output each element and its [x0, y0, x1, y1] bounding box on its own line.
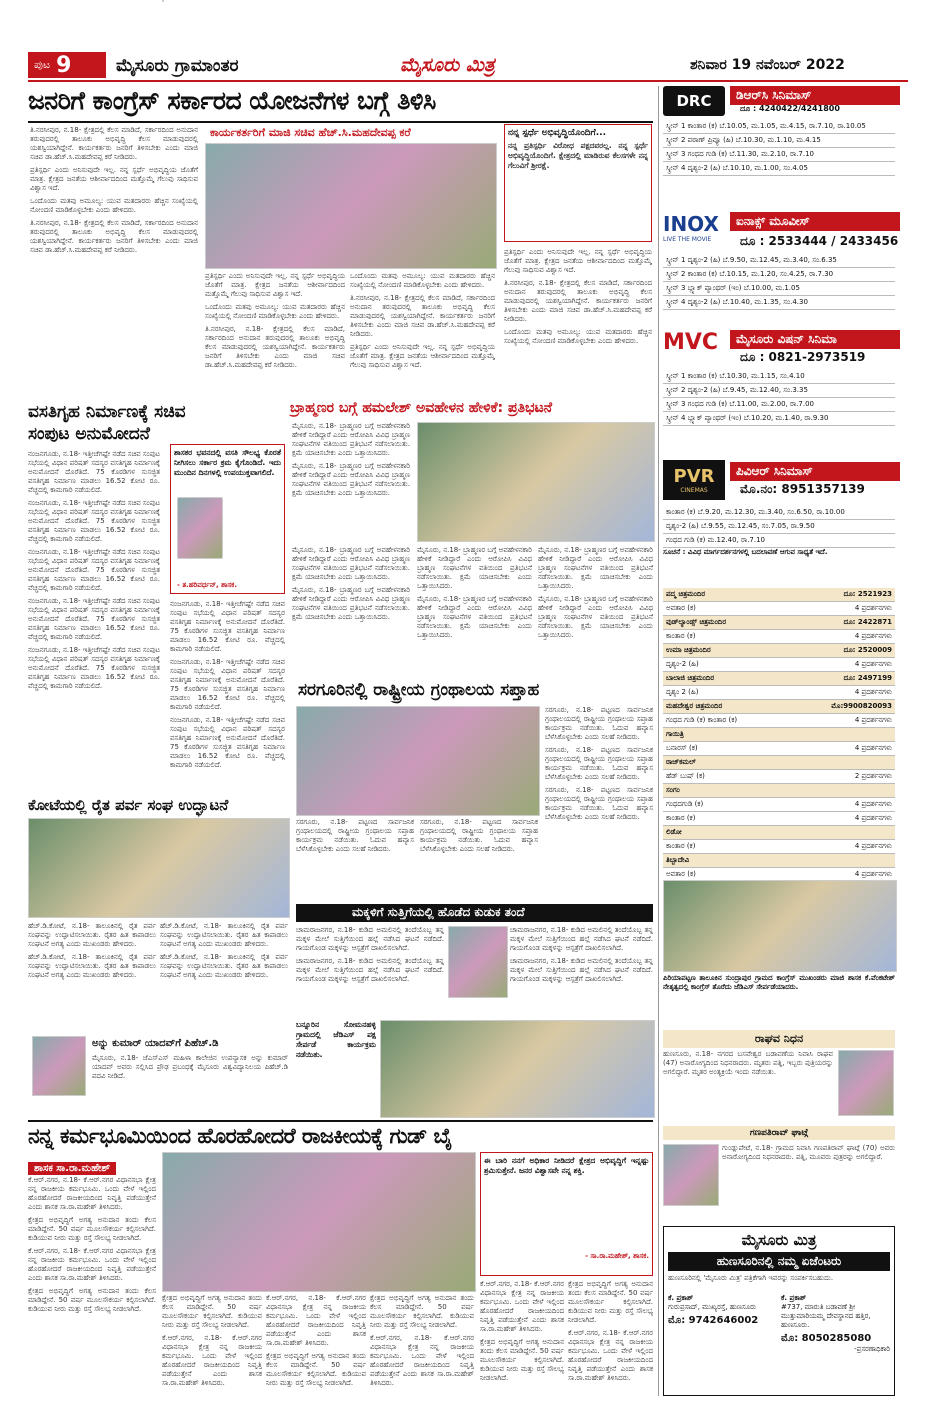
obit-portrait: [838, 1050, 894, 1116]
mvc-logo: MVC: [663, 330, 719, 355]
show-count: 4 ಪ್ರದರ್ಶನಗಳು: [854, 716, 892, 724]
hostel-headline-1: ವಸತಿಗೃಹ ನಿರ್ಮಾಣಕ್ಕೆ ಸಚಿವ: [28, 402, 186, 422]
inox-showtimes: [663, 254, 895, 310]
quote-body: ನನ್ನ ಪ್ರತಿಸ್ಪರ್ಧಿ ವಿರೋಧ ಪಕ್ಷದವರಲ್ಲ. ನನ್ನ ಸ್ಪರ್ಧೆ ಅಭಿವೃದ್ಧಿಯೊಂದಿಗೆ. ಕ್ಷೇತ್ರದಲ್ಲಿ ಮಾಡಿರುವ ಕೆಲಸಗಳೇ ನನ್ನ ಗೆಲುವಿಗೆ ಶ್ರೀರಕ್ಷೆ.: [508, 141, 648, 170]
column-divider: [658, 86, 659, 1396]
hostel-body-col2: [170, 600, 285, 790]
spacer: [162, 0, 164, 2]
theatre-title: ಗಾಯಿತ್ರಿ: [666, 730, 684, 738]
showtime-row: ಸ್ಕ್ರೀನ್ 4 ದೃಶ್ಯಂ-2 (ಹಿ) ಬೆ.10.10, ಮ.1.00, ಸಂ.4.05: [663, 162, 895, 176]
congress-caption: ಪಿರಿಯಾಪಟ್ಟಣ ತಾಲೂಕಿನ ಸುಂದ್ರಾಪುರ ಗ್ರಾಮದ ಕಾಂಗ್ರೆಸ್ ಮುಖಂಡರು ಮಾಜಿ ಶಾಸಕ ಕೆ.ವೆಂಕಟೇಶ್ ನೇತೃತ್ವದಲ್ಲಿ ಕಾಂಗ್ರೆಸ್ ತೊರೆದು ಜೆಡಿಎಸ್ ಸೇರ್ಪಡೆಯಾದರು.: [663, 974, 895, 991]
lead-paragraph: ತಿ.ನರಸೀಪುರ, ನ.18- ಕ್ಷೇತ್ರದಲ್ಲಿ ಕೆಲಸ ಮಾಡಿದೆ, ಸರ್ಕಾರದಿಂದ ಅನುದಾನ ತರುವುದರಲ್ಲಿ ತಾಲೂಕು ಅಭಿವೃದ್ಧಿ ಕೆಲಸ ಮಾಡುವುದರಲ್ಲಿ ಯಶಸ್ವಿಯಾಗಿದ್ದೇನೆ. ಕಾರ್ಯಕರ್ತರು ಜನರಿಗೆ ತಿಳಿಸಬೇಕು ಎಂದು ಮಾಜಿ ಸಚಿವ ಡಾ.ಹೆಚ್.ಸಿ.ಮಹದೇವಪ್ಪ ಕರೆ ನೀಡಿದರು.: [504, 279, 652, 323]
goodbye-paragraph: ಕ್ಷೇತ್ರದ ಅಭಿವೃದ್ಧಿಗೆ ಅಗತ್ಯ ಅನುದಾನ ತಂದು ಕೆಲಸ ಮಾಡಿದ್ದೇನೆ. 50 ವರ್ಷ ಮೂಲಸೌಕರ್ಯ ಕಲ್ಪಿಸಲಾಗಿದೆ. ಕುಡಿಯುವ ನೀರು ಮತ್ತು ರಸ್ತೆ ಸೌಲಭ್ಯ ನೀಡಲಾಗಿದೆ.: [370, 1294, 474, 1329]
goodbye-quote: ಈ ಬಾರಿ ನನಗೆ ಅಧಿಕಾರ ನೀಡಿದರೆ ಕ್ಷೇತ್ರದ ಅಭಿವೃದ್ಧಿಗೆ ಇನ್ನಷ್ಟು ಶ್ರಮಿಸುತ್ತೇನೆ. ಜನರ ವಿಶ್ವಾಸವೇ ನನ್ನ ಶಕ್ತಿ.: [484, 1156, 649, 1175]
obit2-body: ಗುಂಡ್ಲುಪೇಟೆ, ನ.18- ಗ್ರಾಮದ ನಿವಾಸಿ ಗಣಪತಿರಾವ್ ಘಾಟ್ಗೆ (70) ಅವರು ಅನಾರೋಗ್ಯದಿಂದ ನಿಧನರಾದರು. ಪತ್ನಿ, ಮೂವರು ಪುತ್ರರನ್ನು ಅಗಲಿದ್ದಾರೆ.: [722, 1144, 895, 1161]
pvr-showtimes: [663, 506, 895, 548]
show-count: 2 ಪ್ರದರ್ಶನಗಳು: [854, 772, 892, 780]
thande-body-col2: [510, 926, 653, 1014]
lead-body-col2: [205, 272, 345, 396]
obit-box: [663, 1030, 895, 1048]
lead-paragraph: ತಿ.ನರಸೀಪುರ, ನ.18- ಕ್ಷೇತ್ರದಲ್ಲಿ ಕೆಲಸ ಮಾಡಿದೆ, ಸರ್ಕಾರದಿಂದ ಅನುದಾನ ತರುವುದರಲ್ಲಿ ತಾಲೂಕು ಅಭಿವೃದ್ಧಿ ಕೆಲಸ ಮಾಡುವುದರಲ್ಲಿ ಯಶಸ್ವಿಯಾಗಿದ್ದೇನೆ. ಕಾರ್ಯಕರ್ತರು ಜನರಿಗೆ ತಿಳಿಸಬೇಕು ಎಂದು ಮಾಜಿ ಸಚಿವ ಡಾ.ಹೆಚ್.ಸಿ.ಮಹದೇವಪ್ಪ ಕರೆ ನೀಡಿದರು.: [30, 219, 198, 254]
lead-body-col4: [504, 248, 652, 396]
page-number-box: [28, 52, 106, 78]
pvr-logo-text: PVR: [673, 466, 715, 487]
obit-title: ರಾಘವ ನಿಧನ: [663, 1030, 895, 1048]
hostel-paragraph: ನಂಜನಗೂಡು, ನ.18- ಇತ್ತೀಚೆಗಷ್ಟೇ ನಡೆದ ಸಚಿವ ಸಂಪುಟ ಸಭೆಯಲ್ಲಿ ವಿಧಾನ ಪರಿಷತ್ ಸದಸ್ಯರ ವಸತಿಗೃಹ ನಿರ್ಮಾಣಕ್ಕೆ ಅನುಮೋದನೆ ದೊರೆತಿದೆ. 75 ಕೊಠಡಿಗಳ ಸುಸಜ್ಜಿತ ವಸತಿಗೃಹ ನಿರ್ಮಾಣ ಮಾಡಲು 16.52 ಕೋಟಿ ರೂ. ವೆಚ್ಚದಲ್ಲಿ ಕಾಮಗಾರಿ ನಡೆಯಲಿದೆ.: [28, 548, 160, 592]
goodbye-body-col3: [266, 1294, 366, 1394]
showtime-row: ಗಂಧದ ಗುಡಿ (ಕ) ಮ.12.40, ರಾ.7.10: [663, 534, 895, 548]
agents-box: [663, 1226, 895, 1396]
show-count: 4 ಪ್ರದರ್ಶನಗಳು: [854, 660, 892, 668]
quote-title: ನನ್ನ ಸ್ಪರ್ಧೆ ಅಭಿವೃದ್ಧಿಯೊಂದಿಗೆ...: [508, 128, 606, 138]
theatre-show-row: [663, 714, 895, 728]
goodbye-body-col4: [370, 1294, 474, 1394]
agent-address: #737, ಮಾರುತಿ ಬಡಾವಣೆ ಶ್ರೀ ಮುತ್ತುಮಾರಿಯಮ್ಮ ದೇವಸ್ಥಾನದ ಹತ್ತಿರ, ಹುಣಸೂರು.: [781, 1303, 871, 1329]
show-count: 4 ಪ್ರದರ್ಶನಗಳು: [854, 604, 892, 612]
showtime-row: ಸ್ಕ್ರೀನ್ 1 ದೃಶ್ಯಂ-2 (ಹಿ) ಬೆ.9.50, ಮ.12.45, ಮ.3.40, ಸಂ.6.35: [663, 254, 895, 268]
agent-phone: ಮೊ: 9742646002: [668, 1315, 759, 1326]
theatre-phone: ಮೊ:9900820093: [831, 702, 892, 710]
section-title: ಮೈಸೂರು ಗ್ರಾಮಾಂತರ: [116, 56, 239, 76]
library-paragraph: ಸರಗೂರು, ನ.18- ಪಟ್ಟಣದ ಸಾರ್ವಜನಿಕ ಗ್ರಂಥಾಲಯದಲ್ಲಿ ರಾಷ್ಟ್ರೀಯ ಗ್ರಂಥಾಲಯ ಸಪ್ತಾಹ ಕಾರ್ಯಕ್ರಮ ನಡೆಯಿತು. ಓದುವ ಹವ್ಯಾಸ ಬೆಳೆಸಿಕೊಳ್ಳಬೇಕು ಎಂದು ಸಲಹೆ ನೀಡಿದರು.: [545, 786, 653, 821]
raitha-paragraph: ಹೆಚ್.ಡಿ.ಕೋಟೆ, ನ.18- ತಾಲೂಕಿನಲ್ಲಿ ರೈತ ಪರ್ವ ಸಂಘವನ್ನು ಉದ್ಘಾಟಿಸಲಾಯಿತು. ರೈತರ ಹಿತ ಕಾಪಾಡಲು ಸಂಘಟನೆ ಅಗತ್ಯ ಎಂದು ಮುಖಂಡರು ಹೇಳಿದರು.: [28, 953, 156, 979]
theatre-phone: ದೂ: 2497199: [843, 674, 892, 682]
goodbye-photo: [162, 1152, 476, 1292]
theatre-name: [663, 616, 895, 630]
theatre-phone: ದೂ: 2521923: [843, 590, 892, 598]
pvr-logo: [663, 460, 725, 500]
mvc-showtimes: [663, 370, 895, 426]
showtime-row: ಸ್ಕ್ರೀನ್ 4 ಬ್ಲ್ಯಾಕ್ ಪ್ಯಾಂಥರ್ (ಇಂ) ಬೆ.10.20, ಮ.1.40, ರಾ.9.30: [663, 412, 895, 426]
lead-quote-box: [504, 124, 652, 242]
lead-paragraph: ಒಂದೊಂದು ಮತವು ಅಮೂಲ್ಯ: ಯುವ ಮತದಾರರು ಹೆಚ್ಚಿನ ಸಂಖ್ಯೆಯಲ್ಲಿ ನೋಂದಣಿ ಮಾಡಿಕೊಳ್ಳಬೇಕು ಎಂದು ಹೇಳಿದರು.: [30, 197, 198, 214]
divider: [28, 1120, 653, 1122]
goodbye-paragraph: ಕ್ಷೇತ್ರದ ಅಭಿವೃದ್ಧಿಗೆ ಅಗತ್ಯ ಅನುದಾನ ತಂದು ಕೆಲಸ ಮಾಡಿದ್ದೇನೆ. 50 ವರ್ಷ ಮೂಲಸೌಕರ್ಯ ಕಲ್ಪಿಸಲಾಗಿದೆ. ಕುಡಿಯುವ ನೀರು ಮತ್ತು ರಸ್ತೆ ಸೌಲಭ್ಯ ನೀಡಲಾಗಿದೆ.: [162, 1294, 262, 1329]
lead-body-col3: [350, 272, 495, 396]
obit-body: ಹುಣಸೂರು, ನ.18- ನಗರದ ಬಸವೇಶ್ವರ ಬಡಾವಣೆಯ ನಿವಾಸಿ ರಾಘವ (47) ಅನಾರೋಗ್ಯದಿಂದ ನಿಧನರಾದರು. ಮೃತರು ಪತ್ನಿ, ಇಬ್ಬರು ಪುತ್ರಿಯರನ್ನು ಅಗಲಿದ್ದಾರೆ. ಮೃತರ ಅಂತ್ಯಕ್ರಿಯೆ ಇಂದು ನಡೆಯಿತು.: [663, 1050, 833, 1076]
cinema-note: ಸೂಚನೆ : ವಿವಿಧ ಮಾರ್ಗದರ್ಶನಗಳಲ್ಲಿ ಬದಲಾವಣೆ ಆಗುವ ಸಾಧ್ಯತೆ ಇದೆ.: [663, 548, 828, 556]
goodbye-paragraph: ಕ್ಷೇತ್ರದ ಅಭಿವೃದ್ಧಿಗೆ ಅಗತ್ಯ ಅನುದಾನ ತಂದು ಕೆಲಸ ಮಾಡಿದ್ದೇನೆ. 50 ವರ್ಷ ಮೂಲಸೌಕರ್ಯ ಕಲ್ಪಿಸಲಾಗಿದೆ. ಕುಡಿಯುವ ನೀರು ಮತ್ತು ರಸ್ತೆ ಸೌಲಭ್ಯ ನೀಡಲಾಗಿದೆ.: [568, 1280, 653, 1324]
goodbye-paragraph: ಕ್ಷೇತ್ರದ ಅಭಿವೃದ್ಧಿಗೆ ಅಗತ್ಯ ಅನುದಾನ ತಂದು ಕೆಲಸ ಮಾಡಿದ್ದೇನೆ. 50 ವರ್ಷ ಮೂಲಸೌಕರ್ಯ ಕಲ್ಪಿಸಲಾಗಿದೆ. ಕುಡಿಯುವ ನೀರು ಮತ್ತು ರಸ್ತೆ ಸೌಲಭ್ಯ ನೀಡಲಾಗಿದೆ.: [266, 1352, 366, 1387]
goodbye-paragraph: ಕ್ಷೇತ್ರದ ಅಭಿವೃದ್ಧಿಗೆ ಅಗತ್ಯ ಅನುದಾನ ತಂದು ಕೆಲಸ ಮಾಡಿದ್ದೇನೆ. 50 ವರ್ಷ ಮೂಲಸೌಕರ್ಯ ಕಲ್ಪಿಸಲಾಗಿದೆ. ಕುಡಿಯುವ ನೀರು ಮತ್ತು ರಸ್ತೆ ಸೌಲಭ್ಯ ನೀಡಲಾಗಿದೆ.: [28, 1216, 156, 1242]
theatre-name: [663, 854, 895, 868]
theatre-show-row: [663, 812, 895, 826]
film-title: ಬನಾರಸ್ (ಕ): [666, 744, 698, 752]
theatre-title: ರಾಜ್‌ಕಮಲ್: [666, 758, 696, 766]
goodbye-quote-by: - ಸಾ.ರಾ.ಮಹೇಶ್, ಶಾಸಕ.: [585, 1252, 649, 1260]
film-title: ಗಂಧದ ಗುಡಿ (ಕ) ಕಾಂತಾರ (ಕ): [666, 716, 738, 724]
show-count: 4 ಪ್ರದರ್ಶನಗಳು: [854, 814, 892, 822]
theatre-show-row: [663, 742, 895, 756]
theatre-title: ಮಹದೇಶ್ವರ ಚಿತ್ರಮಂದಿರ: [666, 702, 723, 710]
hostel-paragraph: ನಂಜನಗೂಡು, ನ.18- ಇತ್ತೀಚೆಗಷ್ಟೇ ನಡೆದ ಸಚಿವ ಸಂಪುಟ ಸಭೆಯಲ್ಲಿ ವಿಧಾನ ಪರಿಷತ್ ಸದಸ್ಯರ ವಸತಿಗೃಹ ನಿರ್ಮಾಣಕ್ಕೆ ಅನುಮೋದನೆ ದೊರೆತಿದೆ. 75 ಕೊಠಡಿಗಳ ಸುಸಜ್ಜಿತ ವಸತಿಗೃಹ ನಿರ್ಮಾಣ ಮಾಡಲು 16.52 ಕೋಟಿ ರೂ. ವೆಚ್ಚದಲ್ಲಿ ಕಾಮಗಾರಿ ನಡೆಯಲಿದೆ.: [28, 499, 160, 543]
agent-card: [781, 1294, 890, 1343]
lead-paragraph: ಒಂದೊಂದು ಮತವು ಅಮೂಲ್ಯ: ಯುವ ಮತದಾರರು ಹೆಚ್ಚಿನ ಸಂಖ್ಯೆಯಲ್ಲಿ ನೋಂದಣಿ ಮಾಡಿಕೊಳ್ಳಬೇಕು ಎಂದು ಹೇಳಿದರು.: [350, 272, 495, 289]
inox-logo: [663, 212, 725, 243]
lead-paragraph: ತಿ.ನರಸೀಪುರ, ನ.18- ಕ್ಷೇತ್ರದಲ್ಲಿ ಕೆಲಸ ಮಾಡಿದೆ, ಸರ್ಕಾರದಿಂದ ಅನುದಾನ ತರುವುದರಲ್ಲಿ ತಾಲೂಕು ಅಭಿವೃದ್ಧಿ ಕೆಲಸ ಮಾಡುವುದರಲ್ಲಿ ಯಶಸ್ವಿಯಾಗಿದ್ದೇನೆ. ಕಾರ್ಯಕರ್ತರು ಜನರಿಗೆ ತಿಳಿಸಬೇಕು ಎಂದು ಮಾಜಿ ಸಚಿವ ಡಾ.ಹೆಚ್.ಸಿ.ಮಹದೇವಪ್ಪ ಕರೆ ನೀಡಿದರು.: [30, 126, 198, 161]
agent-name: ಕೆ. ಪ್ರಕಾಶ್: [668, 1294, 694, 1302]
goodbye-paragraph: ಕೆ.ಆರ್.ನಗರ, ನ.18- ಕೆ.ಆರ್.ನಗರ ವಿಧಾನಸಭಾ ಕ್ಷೇತ್ರ ನನ್ನ ರಾಜಕೀಯ ಕರ್ಮಭೂಮಿ. ಒಂದು ವೇಳೆ ಇಲ್ಲಿಂದ ಹೊರಹೋದರೆ ರಾಜಕೀಯದಿಂದ ನಿವೃತ್ತಿ ಪಡೆಯುತ್ತೇನೆ ಎಂದು ಶಾಸಕ ಸಾ.ರಾ.ಮಹೇಶ್ ತಿಳಿಸಿದರು.: [28, 1247, 156, 1282]
agent-name: ಕೆ. ಪ್ರಕಾಶ್: [781, 1294, 807, 1302]
phd-headline: ಅನ್ನು ಕುಮಾರ್ ಯಾದವ್‌ಗೆ ಪಿಹೆಚ್.ಡಿ: [92, 1038, 219, 1049]
lead-paragraph: ತಿ.ನರಸೀಪುರ, ನ.18- ಕ್ಷೇತ್ರದಲ್ಲಿ ಕೆಲಸ ಮಾಡಿದೆ, ಸರ್ಕಾರದಿಂದ ಅನುದಾನ ತರುವುದರಲ್ಲಿ ತಾಲೂಕು ಅಭಿವೃದ್ಧಿ ಕೆಲಸ ಮಾಡುವುದರಲ್ಲಿ ಯಶಸ್ವಿಯಾಗಿದ್ದೇನೆ. ಕಾರ್ಯಕರ್ತರು ಜನರಿಗೆ ತಿಳಿಸಬೇಕು ಎಂದು ಮಾಜಿ ಸಚಿವ ಡಾ.ಹೆಚ್.ಸಿ.ಮಹದೇವಪ್ಪ ಕರೆ ನೀಡಿದರು.: [350, 294, 495, 338]
goodbye-paragraph: ಕೆ.ಆರ್.ನಗರ, ನ.18- ಕೆ.ಆರ್.ನಗರ ವಿಧಾನಸಭಾ ಕ್ಷೇತ್ರ ನನ್ನ ರಾಜಕೀಯ ಕರ್ಮಭೂಮಿ. ಒಂದು ವೇಳೆ ಇಲ್ಲಿಂದ ಹೊರಹೋದರೆ ರಾಜಕೀಯದಿಂದ ನಿವೃತ್ತಿ ಪಡೆಯುತ್ತೇನೆ ಎಂದು ಶಾಸಕ ಸಾ.ರಾ.ಮಹೇಶ್ ತಿಳಿಸಿದರು.: [370, 1334, 474, 1387]
divider: [28, 121, 653, 123]
victim-portrait: [448, 926, 508, 998]
page-number: 9: [56, 52, 72, 78]
film-title: ದೃಶ್ಯಂ 2 (ಹಿ): [666, 688, 699, 696]
goodbye-headline: ನನ್ನ ಕರ್ಮಭೂಮಿಯಿಂದ ಹೊರಹೋದರೆ ರಾಜಕೀಯಕ್ಕೆ ಗುಡ್ ಬೈ: [28, 1124, 452, 1148]
brahmin-body-col2: [292, 546, 410, 674]
agents-note: ಹುಣಸೂರಿನಲ್ಲಿ 'ಮೈಸೂರು ಮಿತ್ರ' ಪತ್ರಿಕೆಗಾಗಿ ಇವರನ್ನು ಸಂಪರ್ಕಿಸಬಹುದು.: [668, 1274, 834, 1282]
drc-phone: ದೂ : 4240422/4241800: [740, 104, 840, 113]
library-paragraph: ಸರಗೂರು, ನ.18- ಪಟ್ಟಣದ ಸಾರ್ವಜನಿಕ ಗ್ರಂಥಾಲಯದಲ್ಲಿ ರಾಷ್ಟ್ರೀಯ ಗ್ರಂಥಾಲಯ ಸಪ್ತಾಹ ಕಾರ್ಯಕ್ರಮ ನಡೆಯಿತು. ಓದುವ ಹವ್ಯಾಸ ಬೆಳೆಸಿಕೊಳ್ಳಬೇಕು ಎಂದು ಸಲಹೆ ನೀಡಿದರು.: [420, 818, 538, 853]
theatre-list: [663, 588, 895, 910]
obit2-portrait: [663, 1144, 719, 1206]
theatre-name: [663, 700, 895, 714]
film-title: ಹೆಡ್ ಬುಷ್ (ಕ): [666, 772, 705, 780]
theatre-title: ತಿಬ್ಬಾದೇವಿ: [666, 856, 690, 864]
lead-headline: ಜನರಿಗೆ ಕಾಂಗ್ರೆಸ್ ಸರ್ಕಾರದ ಯೋಜನೆಗಳ ಬಗ್ಗೆ ತಿಳಿಸಿ: [28, 86, 436, 115]
paper-logo: ಮೈಸೂರು ಮಿತ್ರ: [400, 54, 495, 76]
inox-logo-sub: LIVE THE MOVIE: [663, 236, 712, 243]
agent-address: ಗುರುಪ್ರಸಾದ್, ಮುಖ್ಯರಸ್ತೆ, ಹುಣಸೂರು: [668, 1303, 757, 1311]
brahmin-paragraph: ಮೈಸೂರು, ನ.18- ಬ್ರಾಹ್ಮಣರ ಬಗ್ಗೆ ಅವಹೇಳನಕಾರಿ ಹೇಳಿಕೆ ನೀಡಿದ್ದಾರೆ ಎಂದು ಆರೋಪಿಸಿ ವಿವಿಧ ಬ್ರಾಹ್ಮಣ ಸಂಘಟನೆಗಳ ವತಿಯಿಂದ ಪ್ರತಿಭಟನೆ ನಡೆಸಲಾಯಿತು. ಕ್ಷಮೆ ಯಾಚಿಸಬೇಕು ಎಂದು ಒತ್ತಾಯಿಸಿದರು.: [292, 586, 410, 621]
issue-date: ಶನಿವಾರ 19 ನವೆಂಬರ್ 2022: [690, 57, 845, 73]
lead-subhead: ಕಾರ್ಯಕರ್ತರಿಗೆ ಮಾಜಿ ಸಚಿವ ಹೆಚ್.ಸಿ.ಮಹದೇವಪ್ಪ ಕರೆ: [210, 126, 411, 139]
mvc-phone: ದೂ : 0821-2973519: [740, 350, 866, 364]
lead-paragraph: ಒಂದೊಂದು ಮತವು ಅಮೂಲ್ಯ: ಯುವ ಮತದಾರರು ಹೆಚ್ಚಿನ ಸಂಖ್ಯೆಯಲ್ಲಿ ನೋಂದಣಿ ಮಾಡಿಕೊಳ್ಳಬೇಕು ಎಂದು ಹೇಳಿದರು.: [205, 303, 345, 320]
theatre-show-row: [663, 630, 895, 644]
film-title: ಅವತಾರ (ಕ): [666, 604, 696, 612]
library-paragraph: ಸರಗೂರು, ನ.18- ಪಟ್ಟಣದ ಸಾರ್ವಜನಿಕ ಗ್ರಂಥಾಲಯದಲ್ಲಿ ರಾಷ್ಟ್ರೀಯ ಗ್ರಂಥಾಲಯ ಸಪ್ತಾಹ ಕಾರ್ಯಕ್ರಮ ನಡೆಯಿತು. ಓದುವ ಹವ್ಯಾಸ ಬೆಳೆಸಿಕೊಳ್ಳಬೇಕು ಎಂದು ಸಲಹೆ ನೀಡಿದರು.: [296, 818, 414, 853]
show-count: 4 ಪ್ರದರ್ಶನಗಳು: [854, 842, 892, 850]
congress-photo: [663, 880, 897, 972]
theatre-name: [663, 588, 895, 602]
film-title: ಗಂಧದಗುಡಿ (ಕ): [666, 800, 704, 808]
theatre-name: [663, 756, 895, 770]
showtime-row: ಸ್ಕ್ರೀನ್ 4 ದೃಶ್ಯಂ-2 (ಹಿ) ಬೆ.10.40, ಮ.1.35, ಸಂ.4.30: [663, 296, 895, 310]
theatre-name: [663, 784, 895, 798]
showtime-row: ಸ್ಕ್ರೀನ್ 2 ಕಾಂತಾರ (ಕ) ಬೆ.10.15, ಮ.1.20, ಸಂ.4.25, ರಾ.7.30: [663, 268, 895, 282]
library-paragraph: ಸರಗೂರು, ನ.18- ಪಟ್ಟಣದ ಸಾರ್ವಜನಿಕ ಗ್ರಂಥಾಲಯದಲ್ಲಿ ರಾಷ್ಟ್ರೀಯ ಗ್ರಂಥಾಲಯ ಸಪ್ತಾಹ ಕಾರ್ಯಕ್ರಮ ನಡೆಯಿತು. ಓದುವ ಹವ್ಯಾಸ ಬೆಳೆಸಿಕೊಳ್ಳಬೇಕು ಎಂದು ಸಲಹೆ ನೀಡಿದರು.: [545, 746, 653, 781]
hostel-paragraph: ನಂಜನಗೂಡು, ನ.18- ಇತ್ತೀಚೆಗಷ್ಟೇ ನಡೆದ ಸಚಿವ ಸಂಪುಟ ಸಭೆಯಲ್ಲಿ ವಿಧಾನ ಪರಿಷತ್ ಸದಸ್ಯರ ವಸತಿಗೃಹ ನಿರ್ಮಾಣಕ್ಕೆ ಅನುಮೋದನೆ ದೊರೆತಿದೆ. 75 ಕೊಠಡಿಗಳ ಸುಸಜ್ಜಿತ ವಸತಿಗೃಹ ನಿರ್ಮಾಣ ಮಾಡಲು 16.52 ಕೋಟಿ ರೂ. ವೆಚ್ಚದಲ್ಲಿ ಕಾಮಗಾರಿ ನಡೆಯಲಿದೆ.: [170, 716, 285, 769]
showtime-row: ಕಾಂತಾರ (ಕ) ಬೆ.9.20, ಮ.12.30, ಮ.3.40, ಸಂ.6.50, ರಾ.10.00: [663, 506, 895, 520]
brahmin-paragraph: ಮೈಸೂರು, ನ.18- ಬ್ರಾಹ್ಮಣರ ಬಗ್ಗೆ ಅವಹೇಳನಕಾರಿ ಹೇಳಿಕೆ ನೀಡಿದ್ದಾರೆ ಎಂದು ಆರೋಪಿಸಿ ವಿವಿಧ ಬ್ರಾಹ್ಮಣ ಸಂಘಟನೆಗಳ ವತಿಯಿಂದ ಪ್ರತಿಭಟನೆ ನಡೆಸಲಾಯಿತು. ಕ್ಷಮೆ ಯಾಚಿಸಬೇಕು ಎಂದು ಒತ್ತಾಯಿಸಿದರು.: [538, 546, 653, 590]
brahmin-body-col1: [292, 422, 410, 542]
mla-tag: ಶಾಸಕ ಸಾ.ರಾ.ಮಹೇಶ್: [28, 1162, 116, 1175]
showtime-row: ದೃಶ್ಯಂ-2 (ಹಿ) ಬೆ.9.55, ಮ.12.45, ಸಂ.7.05, ರಾ.9.50: [663, 520, 895, 534]
hostel-paragraph: ನಂಜನಗೂಡು, ನ.18- ಇತ್ತೀಚೆಗಷ್ಟೇ ನಡೆದ ಸಚಿವ ಸಂಪುಟ ಸಭೆಯಲ್ಲಿ ವಿಧಾನ ಪರಿಷತ್ ಸದಸ್ಯರ ವಸತಿಗೃಹ ನಿರ್ಮಾಣಕ್ಕೆ ಅನುಮೋದನೆ ದೊರೆತಿದೆ. 75 ಕೊಠಡಿಗಳ ಸುಸಜ್ಜಿತ ವಸತಿಗೃಹ ನಿರ್ಮಾಣ ಮಾಡಲು 16.52 ಕೋಟಿ ರೂ. ವೆಚ್ಚದಲ್ಲಿ ಕಾಮಗಾರಿ ನಡೆಯಲಿದೆ.: [28, 450, 160, 494]
brahmin-paragraph: ಮೈಸೂರು, ನ.18- ಬ್ರಾಹ್ಮಣರ ಬಗ್ಗೆ ಅವಹೇಳನಕಾರಿ ಹೇಳಿಕೆ ನೀಡಿದ್ದಾರೆ ಎಂದು ಆರೋಪಿಸಿ ವಿವಿಧ ಬ್ರಾಹ್ಮಣ ಸಂಘಟನೆಗಳ ವತಿಯಿಂದ ಪ್ರತಿಭಟನೆ ನಡೆಸಲಾಯಿತು. ಕ್ಷಮೆ ಯಾಚಿಸಬೇಕು ಎಂದು ಒತ್ತಾಯಿಸಿದರು.: [417, 595, 532, 639]
inox-logo-text: INOX: [663, 212, 719, 236]
show-count: 4 ಪ್ರದರ್ಶನಗಳು: [854, 688, 892, 696]
goodbye-paragraph: ಕೆ.ಆರ್.ನಗರ, ನ.18- ಕೆ.ಆರ್.ನಗರ ವಿಧಾನಸಭಾ ಕ್ಷೇತ್ರ ನನ್ನ ರಾಜಕೀಯ ಕರ್ಮಭೂಮಿ. ಒಂದು ವೇಳೆ ಇಲ್ಲಿಂದ ಹೊರಹೋದರೆ ರಾಜಕೀಯದಿಂದ ನಿವೃತ್ತಿ ಪಡೆಯುತ್ತೇನೆ ಎಂದು ಶಾಸಕ ಸಾ.ರಾ.ಮಹೇಶ್ ತಿಳಿಸಿದರು.: [28, 1176, 156, 1211]
goodbye-body-col2: [162, 1294, 262, 1394]
pvr-title: ಪಿವಿಆರ್ ಸಿನಿಮಾಸ್: [730, 462, 900, 481]
phd-portrait: [32, 1036, 86, 1096]
raitha-paragraph: ಹೆಚ್.ಡಿ.ಕೋಟೆ, ನ.18- ತಾಲೂಕಿನಲ್ಲಿ ರೈತ ಪರ್ವ ಸಂಘವನ್ನು ಉದ್ಘಾಟಿಸಲಾಯಿತು. ರೈತರ ಹಿತ ಕಾಪಾಡಲು ಸಂಘಟನೆ ಅಗತ್ಯ ಎಂದು ಮುಖಂಡರು ಹೇಳಿದರು.: [160, 922, 288, 948]
show-count: 4 ಪ್ರದರ್ಶನಗಳು: [854, 744, 892, 752]
theatre-phone: ದೂ: 2422871: [843, 618, 892, 626]
theatre-title: ಬಾಲಾಜಿ ಚಿತ್ರಮಂದಿರ: [666, 674, 715, 682]
thande-paragraph: ಚಾಮರಾಜನಗರ, ನ.18- ಕುಡಿದ ಅಮಲಿನಲ್ಲಿ ತಂದೆಯೊಬ್ಬ ತನ್ನ ಮಕ್ಕಳ ಮೇಲೆ ಸುತ್ತಿಗೆಯಿಂದ ಹಲ್ಲೆ ನಡೆಸಿದ ಘಟನೆ ನಡೆದಿದೆ. ಗಾಯಗೊಂಡ ಮಕ್ಕಳನ್ನು ಆಸ್ಪತ್ರೆಗೆ ದಾಖಲಿಸಲಾಗಿದೆ.: [296, 957, 444, 983]
goodbye-paragraph: ಕ್ಷೇತ್ರದ ಅಭಿವೃದ್ಧಿಗೆ ಅಗತ್ಯ ಅನುದಾನ ತಂದು ಕೆಲಸ ಮಾಡಿದ್ದೇನೆ. 50 ವರ್ಷ ಮೂಲಸೌಕರ್ಯ ಕಲ್ಪಿಸಲಾಗಿದೆ. ಕುಡಿಯುವ ನೀರು ಮತ್ತು ರಸ್ತೆ ಸೌಲಭ್ಯ ನೀಡಲಾಗಿದೆ.: [28, 1287, 156, 1313]
drc-title: ಡಿಆರ್‌ಸಿ ಸಿನಿಮಾಸ್: [730, 86, 900, 105]
film-title: ಕಾಂತಾರ (ಕ): [666, 814, 696, 822]
showtime-row: ಸ್ಕ್ರೀನ್ 3 ಗಂಧದ ಗುಡಿ (ಕ) ಬೆ.11.30, ಮ.2.10, ರಾ.7.10: [663, 148, 895, 162]
hostel-paragraph: ನಂಜನಗೂಡು, ನ.18- ಇತ್ತೀಚೆಗಷ್ಟೇ ನಡೆದ ಸಚಿವ ಸಂಪುಟ ಸಭೆಯಲ್ಲಿ ವಿಧಾನ ಪರಿಷತ್ ಸದಸ್ಯರ ವಸತಿಗೃಹ ನಿರ್ಮಾಣಕ್ಕೆ ಅನುಮೋದನೆ ದೊರೆತಿದೆ. 75 ಕೊಠಡಿಗಳ ಸುಸಜ್ಜಿತ ವಸತಿಗೃಹ ನಿರ್ಮಾಣ ಮಾಡಲು 16.52 ಕೋಟಿ ರೂ. ವೆಚ್ಚದಲ್ಲಿ ಕಾಮಗಾರಿ ನಡೆಯಲಿದೆ.: [170, 600, 285, 653]
theatre-name: [663, 728, 895, 742]
hostel-quote: ಶಾಸಕರ ಭವನದಲ್ಲಿ ವಸತಿ ಸೌಲಭ್ಯ ಕೊರತೆ ನೀಗಿಸಲು ಸರ್ಕಾರ ಕ್ರಮ ಕೈಗೊಂಡಿದೆ. ಇದು ಮುಂದಿನ ದಿನಗಳಲ್ಲಿ ಉಪಯುಕ್ತವಾಗಲಿದೆ.: [174, 448, 281, 477]
phd-body: ಮೈಸೂರು, ನ.18- ಜೆಎಸ್‌ಎಸ್ ಮಹಿಳಾ ಕಾಲೇಜಿನ ಉಪನ್ಯಾಸಕ ಅನ್ನು ಕುಮಾರ್ ಯಾದವ್ ಅವರು ಸಲ್ಲಿಸಿದ ಪ್ರೌಢ ಪ್ರಬಂಧಕ್ಕೆ ಮೈಸೂರು ವಿಶ್ವವಿದ್ಯಾನಿಲಯ ಪಿಹೆಚ್.ಡಿ ಪದವಿ ನೀಡಿದೆ.: [92, 1054, 288, 1080]
thande-headline: ಮಕ್ಕಳಿಗೆ ಸುತ್ತಿಗೆಯಲ್ಲಿ ಹೊಡೆದ ಕುಡುಕ ತಂದೆ: [352, 905, 525, 919]
agent-card: [668, 1294, 777, 1343]
theatre-title: ಲಿಡೋ: [666, 828, 682, 836]
theatre-name: [663, 826, 895, 840]
goodbye-tag: [28, 1156, 116, 1175]
brahmin-body-col4: [538, 546, 653, 674]
film-title: ಅವತಾರ (ಕ): [666, 870, 696, 878]
protest-photo: [417, 422, 655, 542]
brahmin-body-col3: [417, 546, 532, 674]
showtime-row: ಸ್ಕ್ರೀನ್ 1 ಕಾಂತಾರ (ಕ) ಬೆ.10.05, ಮ.1.05, ಮ.4.15, ರಾ.7.10, ರಾ.10.05: [663, 120, 895, 134]
show-count: 4 ಪ್ರದರ್ಶನಗಳು: [854, 800, 892, 808]
goodbye-paragraph: ಕೆ.ಆರ್.ನಗರ, ನ.18- ಕೆ.ಆರ್.ನಗರ ವಿಧಾನಸಭಾ ಕ್ಷೇತ್ರ ನನ್ನ ರಾಜಕೀಯ ಕರ್ಮಭೂಮಿ. ಒಂದು ವೇಳೆ ಇಲ್ಲಿಂದ ಹೊರಹೋದರೆ ರಾಜಕೀಯದಿಂದ ನಿವೃತ್ತಿ ಪಡೆಯುತ್ತೇನೆ ಎಂದು ಶಾಸಕ ಸಾ.ರಾ.ಮಹೇಶ್ ತಿಳಿಸಿದರು.: [266, 1294, 366, 1347]
lead-paragraph: ಪ್ರತಿಸ್ಪರ್ಧಿ ಎಂದು ಅನಿಸುವುದೇ ಇಲ್ಲ. ನನ್ನ ಸ್ಪರ್ಧೆ ಅಭಿವೃದ್ಧಿಯ ಜೊತೆಗೆ ಮಾತ್ರ. ಕ್ಷೇತ್ರದ ಜನತೆಯ ಆಶೀರ್ವಾದದಿಂದ ಮತ್ತೊಮ್ಮೆ ಗೆಲುವು ಸಾಧಿಸುವ ವಿಶ್ವಾಸ ಇದೆ.: [205, 272, 345, 298]
raitha-body-col2: [160, 922, 288, 1030]
thande-paragraph: ಚಾಮರಾಜನಗರ, ನ.18- ಕುಡಿದ ಅಮಲಿನಲ್ಲಿ ತಂದೆಯೊಬ್ಬ ತನ್ನ ಮಕ್ಕಳ ಮೇಲೆ ಸುತ್ತಿಗೆಯಿಂದ ಹಲ್ಲೆ ನಡೆಸಿದ ಘಟನೆ ನಡೆದಿದೆ. ಗಾಯಗೊಂಡ ಮಕ್ಕಳನ್ನು ಆಸ್ಪತ್ರೆಗೆ ದಾಖಲಿಸಲಾಗಿದೆ.: [510, 926, 653, 952]
brahmin-paragraph: ಮೈಸೂರು, ನ.18- ಬ್ರಾಹ್ಮಣರ ಬಗ್ಗೆ ಅವಹೇಳನಕಾರಿ ಹೇಳಿಕೆ ನೀಡಿದ್ದಾರೆ ಎಂದು ಆರೋಪಿಸಿ ವಿವಿಧ ಬ್ರಾಹ್ಮಣ ಸಂಘಟನೆಗಳ ವತಿಯಿಂದ ಪ್ರತಿಭಟನೆ ನಡೆಸಲಾಯಿತು. ಕ್ಷಮೆ ಯಾಚಿಸಬೇಕು ಎಂದು ಒತ್ತಾಯಿಸಿದರು.: [292, 546, 410, 581]
goodbye-body-col6: [568, 1280, 653, 1394]
film-title: ದೃಶ್ಯಂ-2 (ಹಿ): [666, 660, 699, 668]
mla-portrait: [177, 497, 223, 559]
inox-phone: ದೂ : 2533444 / 2433456: [740, 234, 899, 248]
theatre-show-row: [663, 798, 895, 812]
agent-phone: ಮೊ: 8050285080: [781, 1333, 872, 1344]
goodbye-paragraph: ಕೆ.ಆರ್.ನಗರ, ನ.18- ಕೆ.ಆರ್.ನಗರ ವಿಧಾನಸಭಾ ಕ್ಷೇತ್ರ ನನ್ನ ರಾಜಕೀಯ ಕರ್ಮಭೂಮಿ. ಒಂದು ವೇಳೆ ಇಲ್ಲಿಂದ ಹೊರಹೋದರೆ ರಾಜಕೀಯದಿಂದ ನಿವೃತ್ತಿ ಪಡೆಯುತ್ತೇನೆ ಎಂದು ಶಾಸಕ ಸಾ.ರಾ.ಮಹೇಶ್ ತಿಳಿಸಿದರು.: [568, 1329, 653, 1382]
showtime-row: ಸ್ಕ್ರೀನ್ 2 ದೃಶ್ಯಂ-2 (ಹಿ) ಬೆ.9.45, ಮ.12.40, ಸಂ.3.35: [663, 384, 895, 398]
lead-paragraph: ಪ್ರತಿಸ್ಪರ್ಧಿ ಎಂದು ಅನಿಸುವುದೇ ಇಲ್ಲ. ನನ್ನ ಸ್ಪರ್ಧೆ ಅಭಿವೃದ್ಧಿಯ ಜೊತೆಗೆ ಮಾತ್ರ. ಕ್ಷೇತ್ರದ ಜನತೆಯ ಆಶೀರ್ವಾದದಿಂದ ಮತ್ತೊಮ್ಮೆ ಗೆಲುವು ಸಾಧಿಸುವ ವಿಶ್ವಾಸ ಇದೆ.: [504, 248, 652, 274]
library-photo: [296, 706, 540, 816]
library-body-col3: [420, 818, 538, 898]
meeting-photo: [205, 143, 497, 269]
hostel-paragraph: ನಂಜನಗೂಡು, ನ.18- ಇತ್ತೀಚೆಗಷ್ಟೇ ನಡೆದ ಸಚಿವ ಸಂಪುಟ ಸಭೆಯಲ್ಲಿ ವಿಧಾನ ಪರಿಷತ್ ಸದಸ್ಯರ ವಸತಿಗೃಹ ನಿರ್ಮಾಣಕ್ಕೆ ಅನುಮೋದನೆ ದೊರೆತಿದೆ. 75 ಕೊಠಡಿಗಳ ಸುಸಜ್ಜಿತ ವಸತಿಗೃಹ ನಿರ್ಮಾಣ ಮಾಡಲು 16.52 ಕೋಟಿ ರೂ. ವೆಚ್ಚದಲ್ಲಿ ಕಾಮಗಾರಿ ನಡೆಯಲಿದೆ.: [28, 597, 160, 641]
hostel-headline-2: ಸಂಪುಟ ಅನುಮೋದನೆ: [28, 424, 150, 444]
library-body-col1: [545, 706, 653, 896]
theatre-name: [663, 672, 895, 686]
thande-paragraph: ಚಾಮರಾಜನಗರ, ನ.18- ಕುಡಿದ ಅಮಲಿನಲ್ಲಿ ತಂದೆಯೊಬ್ಬ ತನ್ನ ಮಕ್ಕಳ ಮೇಲೆ ಸುತ್ತಿಗೆಯಿಂದ ಹಲ್ಲೆ ನಡೆಸಿದ ಘಟನೆ ನಡೆದಿದೆ. ಗಾಯಗೊಂಡ ಮಕ್ಕಳನ್ನು ಆಸ್ಪತ್ರೆಗೆ ದಾಖಲಿಸಲಾಗಿದೆ.: [296, 926, 444, 952]
theatre-show-row: [663, 602, 895, 616]
goodbye-body-col1: [28, 1176, 156, 1394]
theatre-title: ವುಡ್‌ಲ್ಯಾಂಡ್ಸ್ ಚಿತ್ರಮಂದಿರ: [666, 618, 727, 626]
agent-sign: -ಪ್ರಸರಣಾಧಿಕಾರಿ: [854, 1345, 890, 1353]
show-count: 4 ಪ್ರದರ್ಶನಗಳು: [854, 870, 892, 878]
library-headline: ಸರಗೂರಿನಲ್ಲಿ ರಾಷ್ಟ್ರೀಯ ಗ್ರಂಥಾಲಯ ಸಪ್ತಾಹ: [298, 680, 540, 700]
thande-paragraph: ಚಾಮರಾಜನಗರ, ನ.18- ಕುಡಿದ ಅಮಲಿನಲ್ಲಿ ತಂದೆಯೊಬ್ಬ ತನ್ನ ಮಕ್ಕಳ ಮೇಲೆ ಸುತ್ತಿಗೆಯಿಂದ ಹಲ್ಲೆ ನಡೆಸಿದ ಘಟನೆ ನಡೆದಿದೆ. ಗಾಯಗೊಂಡ ಮಕ್ಕಳನ್ನು ಆಸ್ಪತ್ರೆಗೆ ದಾಖಲಿಸಲಾಗಿದೆ.: [510, 957, 653, 983]
theatre-phone: ದೂ: 2520009: [843, 646, 892, 654]
pvr-phone: ಮೊ.ನಂ: 8951357139: [740, 482, 865, 496]
show-count: 4 ಪ್ರದರ್ಶನಗಳು: [854, 632, 892, 640]
goodbye-quote-box: [480, 1152, 653, 1276]
brahmin-headline: ಬ್ರಾಹ್ಮಣರ ಬಗ್ಗೆ ಹಮಲೇಶ್ ಅವಹೇಳನ ಹೇಳಿಕೆ: ಪ್ರತಿಭಟನೆ: [290, 400, 553, 416]
brahmin-paragraph: ಮೈಸೂರು, ನ.18- ಬ್ರಾಹ್ಮಣರ ಬಗ್ಗೆ ಅವಹೇಳನಕಾರಿ ಹೇಳಿಕೆ ನೀಡಿದ್ದಾರೆ ಎಂದು ಆರೋಪಿಸಿ ವಿವಿಧ ಬ್ರಾಹ್ಮಣ ಸಂಘಟನೆಗಳ ವತಿಯಿಂದ ಪ್ರತಿಭಟನೆ ನಡೆಸಲಾಯಿತು. ಕ್ಷಮೆ ಯಾಚಿಸಬೇಕು ಎಂದು ಒತ್ತಾಯಿಸಿದರು.: [292, 462, 410, 497]
hostel-body-col1: [28, 450, 160, 790]
lead-paragraph: ಪ್ರತಿಸ್ಪರ್ಧಿ ಎಂದು ಅನಿಸುವುದೇ ಇಲ್ಲ. ನನ್ನ ಸ್ಪರ್ಧೆ ಅಭಿವೃದ್ಧಿಯ ಜೊತೆಗೆ ಮಾತ್ರ. ಕ್ಷೇತ್ರದ ಜನತೆಯ ಆಶೀರ್ವಾದದಿಂದ ಮತ್ತೊಮ್ಮೆ ಗೆಲುವು ಸಾಧಿಸುವ ವಿಶ್ವಾಸ ಇದೆ.: [30, 166, 198, 192]
raitha-body-col1: [28, 922, 156, 1030]
goodbye-paragraph: ಕೆ.ಆರ್.ನಗರ, ನ.18- ಕೆ.ಆರ್.ನಗರ ವಿಧಾನಸಭಾ ಕ್ಷೇತ್ರ ನನ್ನ ರಾಜಕೀಯ ಕರ್ಮಭೂಮಿ. ಒಂದು ವೇಳೆ ಇಲ್ಲಿಂದ ಹೊರಹೋದರೆ ರಾಜಕೀಯದಿಂದ ನಿವೃತ್ತಿ ಪಡೆಯುತ್ತೇನೆ ಎಂದು ಶಾಸಕ ಸಾ.ರಾ.ಮಹೇಶ್ ತಿಳಿಸಿದರು.: [162, 1334, 262, 1387]
agents-subtitle: ಹುಣಸೂರಿನಲ್ಲಿ ನಮ್ಮ ಏಜೆಂಟರು: [668, 1252, 890, 1271]
goodbye-body-col5: [480, 1280, 564, 1394]
theatre-show-row: [663, 658, 895, 672]
theatre-title: ಪದ್ಮ ಚಿತ್ರಮಂದಿರ: [666, 590, 706, 598]
lead-body-col1: [30, 126, 198, 396]
drc-logo: DRC: [663, 86, 725, 116]
showtime-row: ಸ್ಕ್ರೀನ್ 3 ಬ್ಲ್ಯಾಕ್ ಪ್ಯಾಂಥರ್ (ಇಂ) ಬೆ.10.00, ಮ.1.05: [663, 282, 895, 296]
showtime-row: ಸ್ಕ್ರೀನ್ 1 ಕಾಂತಾರ (ಕ) ಬೆ.10.30, ಮ.1.15, ಸಂ.4.10: [663, 370, 895, 384]
lead-paragraph: ತಿ.ನರಸೀಪುರ, ನ.18- ಕ್ಷೇತ್ರದಲ್ಲಿ ಕೆಲಸ ಮಾಡಿದೆ, ಸರ್ಕಾರದಿಂದ ಅನುದಾನ ತರುವುದರಲ್ಲಿ ತಾಲೂಕು ಅಭಿವೃದ್ಧಿ ಕೆಲಸ ಮಾಡುವುದರಲ್ಲಿ ಯಶಸ್ವಿಯಾಗಿದ್ದೇನೆ. ಕಾರ್ಯಕರ್ತರು ಜನರಿಗೆ ತಿಳಿಸಬೇಕು ಎಂದು ಮಾಜಿ ಸಚಿವ ಡಾ.ಹೆಚ್.ಸಿ.ಮಹದೇವಪ್ಪ ಕರೆ ನೀಡಿದರು.: [205, 325, 345, 369]
jds-caption: ಬನ್ನೂರಿನ ಸೋಮನಹಳ್ಳಿ ಗ್ರಾಮದಲ್ಲಿ ಜೆಡಿಎಸ್ ಪಕ್ಷ ಸೇರ್ಪಡೆ ಕಾರ್ಯಕ್ರಮ ನಡೆಯಿತು.: [296, 1020, 376, 1059]
lead-paragraph: ಒಂದೊಂದು ಮತವು ಅಮೂಲ್ಯ: ಯುವ ಮತದಾರರು ಹೆಚ್ಚಿನ ಸಂಖ್ಯೆಯಲ್ಲಿ ನೋಂದಣಿ ಮಾಡಿಕೊಳ್ಳಬೇಕು ಎಂದು ಹೇಳಿದರು.: [504, 328, 652, 345]
raitha-headline: ಕೋಟೆಯಲ್ಲಿ ರೈತ ಪರ್ವ ಸಂಘ ಉದ್ಘಾಟನೆ: [28, 796, 229, 814]
brahmin-paragraph: ಮೈಸೂರು, ನ.18- ಬ್ರಾಹ್ಮಣರ ಬಗ್ಗೆ ಅವಹೇಳನಕಾರಿ ಹೇಳಿಕೆ ನೀಡಿದ್ದಾರೆ ಎಂದು ಆರೋಪಿಸಿ ವಿವಿಧ ಬ್ರಾಹ್ಮಣ ಸಂಘಟನೆಗಳ ವತಿಯಿಂದ ಪ್ರತಿಭಟನೆ ನಡೆಸಲಾಯಿತು. ಕ್ಷಮೆ ಯಾಚಿಸಬೇಕು ಎಂದು ಒತ್ತಾಯಿಸಿದರು.: [417, 546, 532, 590]
library-paragraph: ಸರಗೂರು, ನ.18- ಪಟ್ಟಣದ ಸಾರ್ವಜನಿಕ ಗ್ರಂಥಾಲಯದಲ್ಲಿ ರಾಷ್ಟ್ರೀಯ ಗ್ರಂಥಾಲಯ ಸಪ್ತಾಹ ಕಾರ್ಯಕ್ರಮ ನಡೆಯಿತು. ಓದುವ ಹವ್ಯಾಸ ಬೆಳೆಸಿಕೊಳ್ಳಬೇಕು ಎಂದು ಸಲಹೆ ನೀಡಿದರು.: [545, 706, 653, 741]
page-label: ಪುಟ: [34, 58, 51, 71]
hostel-quote-box: [170, 444, 285, 594]
theatre-title: ಉಮಾ ಚಿತ್ರಮಂದಿರ: [666, 646, 711, 654]
thande-body-col1: [296, 926, 444, 1014]
theatre-title: ಸಂಗಂ: [666, 786, 680, 794]
showtime-row: ಸ್ಕ್ರೀನ್ 3 ಗಂಧದ ಗುಡಿ (ಕ) ಬೆ.11.00, ಮ.2.00, ರಾ.7.00: [663, 398, 895, 412]
theatre-show-row: [663, 770, 895, 784]
obit2-title: ಗಣಪತಿರಾವ್ ಘಾಟ್ಗೆ: [663, 1126, 895, 1140]
hostel-paragraph: ನಂಜನಗೂಡು, ನ.18- ಇತ್ತೀಚೆಗಷ್ಟೇ ನಡೆದ ಸಚಿವ ಸಂಪುಟ ಸಭೆಯಲ್ಲಿ ವಿಧಾನ ಪರಿಷತ್ ಸದಸ್ಯರ ವಸತಿಗೃಹ ನಿರ್ಮಾಣಕ್ಕೆ ಅನುಮೋದನೆ ದೊರೆತಿದೆ. 75 ಕೊಠಡಿಗಳ ಸುಸಜ್ಜಿತ ವಸತಿಗೃಹ ನಿರ್ಮಾಣ ಮಾಡಲು 16.52 ಕೋಟಿ ರೂ. ವೆಚ್ಚದಲ್ಲಿ ಕಾಮಗಾರಿ ನಡೆಯಲಿದೆ.: [170, 658, 285, 711]
raitha-paragraph: ಹೆಚ್.ಡಿ.ಕೋಟೆ, ನ.18- ತಾಲೂಕಿನಲ್ಲಿ ರೈತ ಪರ್ವ ಸಂಘವನ್ನು ಉದ್ಘಾಟಿಸಲಾಯಿತು. ರೈತರ ಹಿತ ಕಾಪಾಡಲು ಸಂಘಟನೆ ಅಗತ್ಯ ಎಂದು ಮುಖಂಡರು ಹೇಳಿದರು.: [160, 953, 288, 979]
goodbye-paragraph: ಕ್ಷೇತ್ರದ ಅಭಿವೃದ್ಧಿಗೆ ಅಗತ್ಯ ಅನುದಾನ ತಂದು ಕೆಲಸ ಮಾಡಿದ್ದೇನೆ. 50 ವರ್ಷ ಮೂಲಸೌಕರ್ಯ ಕಲ್ಪಿಸಲಾಗಿದೆ. ಕುಡಿಯುವ ನೀರು ಮತ್ತು ರಸ್ತೆ ಸೌಲಭ್ಯ ನೀಡಲಾಗಿದೆ.: [480, 1338, 564, 1382]
brahmin-paragraph: ಮೈಸೂರು, ನ.18- ಬ್ರಾಹ್ಮಣರ ಬಗ್ಗೆ ಅವಹೇಳನಕಾರಿ ಹೇಳಿಕೆ ನೀಡಿದ್ದಾರೆ ಎಂದು ಆರೋಪಿಸಿ ವಿವಿಧ ಬ್ರಾಹ್ಮಣ ಸಂಘಟನೆಗಳ ವತಿಯಿಂದ ಪ್ರತಿಭಟನೆ ನಡೆಸಲಾಯಿತು. ಕ್ಷಮೆ ಯಾಚಿಸಬೇಕು ಎಂದು ಒತ್ತಾಯಿಸಿದರು.: [538, 595, 653, 639]
raitha-photo: [28, 818, 290, 918]
pvr-logo-sub: CINEMAS: [680, 487, 708, 494]
mvc-title: ಮೈಸೂರು ವಿಷನ್ ಸಿನಿಮಾ: [730, 330, 900, 349]
goodbye-paragraph: ಕೆ.ಆರ್.ನಗರ, ನ.18- ಕೆ.ಆರ್.ನಗರ ವಿಧಾನಸಭಾ ಕ್ಷೇತ್ರ ನನ್ನ ರಾಜಕೀಯ ಕರ್ಮಭೂಮಿ. ಒಂದು ವೇಳೆ ಇಲ್ಲಿಂದ ಹೊರಹೋದರೆ ರಾಜಕೀಯದಿಂದ ನಿವೃತ್ತಿ ಪಡೆಯುತ್ತೇನೆ ಎಂದು ಶಾಸಕ ಸಾ.ರಾ.ಮಹೇಶ್ ತಿಳಿಸಿದರು.: [480, 1280, 564, 1333]
brahmin-paragraph: ಮೈಸೂರು, ನ.18- ಬ್ರಾಹ್ಮಣರ ಬಗ್ಗೆ ಅವಹೇಳನಕಾರಿ ಹೇಳಿಕೆ ನೀಡಿದ್ದಾರೆ ಎಂದು ಆರೋಪಿಸಿ ವಿವಿಧ ಬ್ರಾಹ್ಮಣ ಸಂಘಟನೆಗಳ ವತಿಯಿಂದ ಪ್ರತಿಭಟನೆ ನಡೆಸಲಾಯಿತು. ಕ್ಷಮೆ ಯಾಚಿಸಬೇಕು ಎಂದು ಒತ್ತಾಯಿಸಿದರು.: [292, 422, 410, 457]
drc-showtimes: [663, 120, 895, 176]
hostel-paragraph: ನಂಜನಗೂಡು, ನ.18- ಇತ್ತೀಚೆಗಷ್ಟೇ ನಡೆದ ಸಚಿವ ಸಂಪುಟ ಸಭೆಯಲ್ಲಿ ವಿಧಾನ ಪರಿಷತ್ ಸದಸ್ಯರ ವಸತಿಗೃಹ ನಿರ್ಮಾಣಕ್ಕೆ ಅನುಮೋದನೆ ದೊರೆತಿದೆ. 75 ಕೊಠಡಿಗಳ ಸುಸಜ್ಜಿತ ವಸತಿಗೃಹ ನಿರ್ಮಾಣ ಮಾಡಲು 16.52 ಕೋಟಿ ರೂ. ವೆಚ್ಚದಲ್ಲಿ ಕಾಮಗಾರಿ ನಡೆಯಲಿದೆ.: [28, 646, 160, 690]
lead-paragraph: ಪ್ರತಿಸ್ಪರ್ಧಿ ಎಂದು ಅನಿಸುವುದೇ ಇಲ್ಲ. ನನ್ನ ಸ್ಪರ್ಧೆ ಅಭಿವೃದ್ಧಿಯ ಜೊತೆಗೆ ಮಾತ್ರ. ಕ್ಷೇತ್ರದ ಜನತೆಯ ಆಶೀರ್ವಾದದಿಂದ ಮತ್ತೊಮ್ಮೆ ಗೆಲುವು ಸಾಧಿಸುವ ವಿಶ್ವಾಸ ಇದೆ.: [350, 343, 495, 369]
hostel-quote-by: - ತ.ಹರಿವರ್ಧನ್, ಶಾಸಕ.: [177, 581, 237, 589]
theatre-show-row: [663, 686, 895, 700]
showtime-row: ಸ್ಕ್ರೀನ್ 2 ಪಠಾಣ್ ಪ್ರಿವ್ಯೂ (ಹಿ) ಬೆ.10.30, ಮ.1.10, ಮ.4.15: [663, 134, 895, 148]
agents-title: ಮೈಸೂರು ಮಿತ್ರ: [741, 1231, 817, 1249]
inox-title: ಐನಾಕ್ಸ್ ಮೂವೀಸ್: [730, 212, 900, 231]
theatre-name: [663, 644, 895, 658]
theatre-show-row: [663, 840, 895, 854]
film-title: ಕಾಂತಾರ (ಕ): [666, 842, 696, 850]
raitha-paragraph: ಹೆಚ್.ಡಿ.ಕೋಟೆ, ನ.18- ತಾಲೂಕಿನಲ್ಲಿ ರೈತ ಪರ್ವ ಸಂಘವನ್ನು ಉದ್ಘಾಟಿಸಲಾಯಿತು. ರೈತರ ಹಿತ ಕಾಪಾಡಲು ಸಂಘಟನೆ ಅಗತ್ಯ ಎಂದು ಮುಖಂಡರು ಹೇಳಿದರು.: [28, 922, 156, 948]
library-body-col2: [296, 818, 414, 898]
film-title: ಕಾಂತಾರ (ಕ): [666, 632, 696, 640]
jds-photo: [380, 1020, 655, 1118]
